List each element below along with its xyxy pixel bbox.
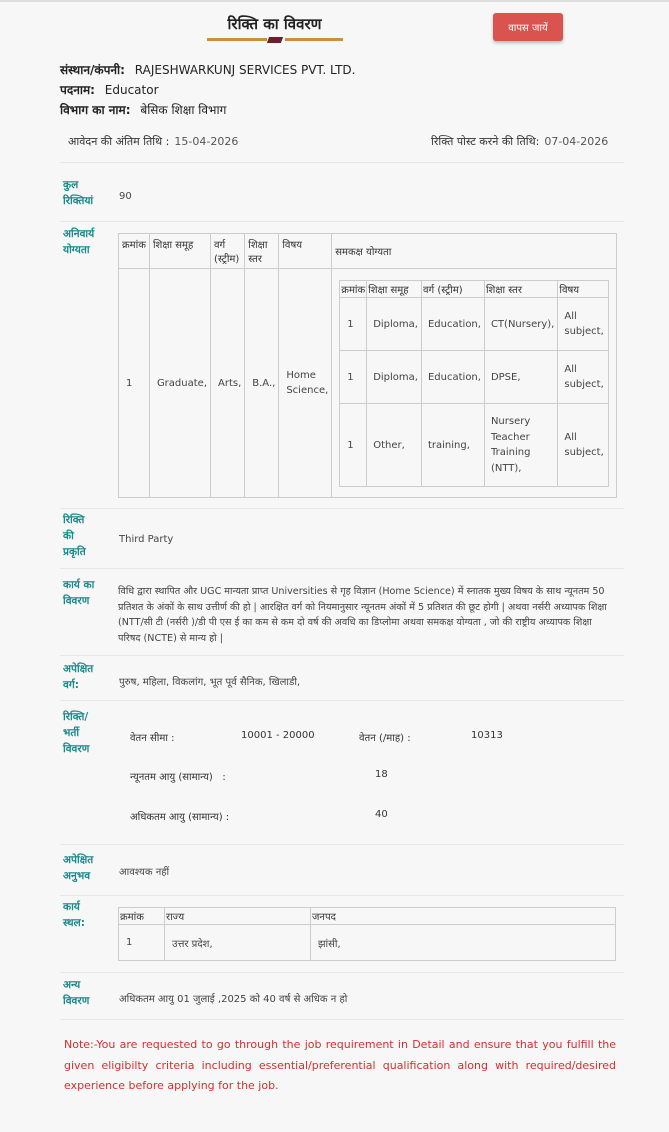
equiv-header-sno: क्रमांक: [340, 281, 367, 298]
other-label: अन्य विवरण: [63, 979, 90, 1007]
last-date: [68, 134, 238, 149]
divider: [60, 1019, 624, 1020]
loc-header-district: जनपद: [311, 908, 616, 925]
back-button[interactable]: वापस जायें: [493, 13, 563, 41]
qual-level: B.A.,: [245, 269, 279, 498]
total-label: कुल रिक्तियां: [63, 179, 94, 207]
post-label: पदनाम:: [60, 83, 95, 97]
loc-state: उत्तर प्रदेश,: [165, 925, 311, 961]
experience-value: आवश्यक नहीं: [119, 867, 170, 878]
last-date-label: आवेदन की अंतिम तिथि :: [68, 135, 170, 148]
equiv-sno: 1: [340, 298, 367, 351]
loc-header-state: राज्य: [165, 908, 311, 925]
recruitment-label: रिक्ति/भर्ती विवरण: [63, 711, 90, 755]
top-divider: [0, 0, 669, 2]
qual-stream: Arts,: [211, 269, 245, 498]
qual-header-level: शिक्षा स्तर: [245, 234, 279, 269]
table-row: [340, 404, 609, 487]
equiv-level: DPSE,: [484, 351, 557, 404]
equiv-group: Diploma,: [367, 298, 422, 351]
qual-header-group: शिक्षा समूह: [149, 234, 210, 269]
equiv-level: Nursery Teacher Training (NTT),: [484, 404, 557, 487]
salary-range-label: वेतन सीमा :: [130, 733, 175, 744]
equiv-sno: 1: [340, 351, 367, 404]
salary-range-value: 10001 - 20000: [241, 730, 315, 741]
post-date: [431, 134, 608, 149]
qual-group: Graduate,: [149, 269, 210, 498]
equiv-header-stream: वर्ग (स्ट्रीम): [421, 281, 484, 298]
divider: [60, 895, 624, 896]
total-value: 90: [119, 191, 132, 202]
page-title: रिक्ति का विवरण: [227, 15, 322, 33]
equiv-subject: All subject,: [558, 298, 609, 351]
table-row: [340, 298, 609, 351]
loc-district: झांसी,: [311, 925, 616, 961]
qualification-label: अनिवार्य योग्यता: [63, 228, 95, 256]
category-label: अपेक्षित वर्ग:: [63, 663, 94, 691]
experience-label: अपेक्षित अनुभव: [63, 854, 94, 882]
divider: [60, 508, 624, 509]
qual-header-subject: विषय: [279, 234, 332, 269]
divider: [60, 221, 624, 222]
qual-subject: Home Science,: [279, 269, 332, 498]
equiv-header-level: शिक्षा स्तर: [484, 281, 557, 298]
category-value: पुरुष, महिला, विकलांग, भूत पूर्व सैनिक, खिलाडी,: [119, 677, 301, 688]
post-name: Educator: [104, 83, 159, 97]
post-date-value: 07-04-2026: [544, 135, 609, 148]
equiv-stream: Education,: [421, 351, 484, 404]
equiv-sno: 1: [340, 404, 367, 487]
nature-value: Third Party: [119, 534, 174, 545]
equiv-stream: Education,: [421, 298, 484, 351]
equiv-group: Other,: [367, 404, 422, 487]
equiv-header-subject: विषय: [558, 281, 609, 298]
equiv-group: Diploma,: [367, 351, 422, 404]
qual-header-sno: क्रमांक: [119, 234, 150, 269]
dept-name: बेसिक शिक्षा विभाग: [140, 103, 227, 117]
divider: [60, 655, 624, 656]
equiv-header-group: शिक्षा समूह: [367, 281, 422, 298]
qual-equiv-cell: [332, 269, 617, 498]
qual-header-stream: वर्ग (स्ट्रीम): [211, 234, 245, 269]
loc-header-sno: क्रमांक: [119, 908, 165, 925]
min-age-value: 18: [375, 769, 388, 780]
qual-header-equiv: समकक्ष योग्यता: [332, 234, 617, 269]
divider: [60, 844, 624, 845]
table-row: [119, 269, 617, 498]
other-value: अधिकतम आयु 01 जुलाई ,2025 को 40 वर्ष से अधिक न हो: [119, 994, 348, 1005]
equiv-subject: All subject,: [558, 351, 609, 404]
max-age-value: 40: [375, 809, 388, 820]
salary-label: वेतन (/माह) :: [359, 733, 411, 744]
nature-label: रिक्ति की प्रकृति: [63, 514, 86, 558]
job-desc-label: कार्य का विवरण: [63, 579, 95, 607]
title-decoration: [207, 37, 343, 43]
last-date-value: 15-04-2026: [174, 135, 239, 148]
table-row: [340, 351, 609, 404]
table-row: [119, 925, 616, 961]
min-age-label: न्यूनतम आयु (सामान्य) :: [130, 772, 226, 783]
equiv-stream: training,: [421, 404, 484, 487]
divider: [60, 972, 624, 973]
loc-sno: 1: [119, 925, 165, 961]
company-name: RAJESHWARKUNJ SERVICES PVT. LTD.: [134, 63, 356, 77]
divider: [60, 700, 624, 701]
qualification-table: [118, 233, 617, 498]
equiv-level: CT(Nursery),: [484, 298, 557, 351]
equiv-subject: All subject,: [558, 404, 609, 487]
qual-sno: 1: [119, 269, 150, 498]
divider: [60, 162, 624, 163]
company-label: संस्थान/कंपनी:: [60, 63, 125, 77]
dept-line: [60, 101, 226, 118]
location-table: [118, 907, 616, 961]
dept-label: विभाग का नाम:: [60, 103, 131, 117]
max-age-label: अधिकतम आयु (सामान्य) :: [130, 812, 230, 823]
company-line: [60, 61, 355, 78]
equiv-table: [339, 280, 609, 487]
job-desc-value: विधि द्वारा स्थापित और UGC मान्यता प्राप्त Universities से गृह विज्ञान (Home Science) में स्नातक मुख्य विषय के साथ न्यूनतम 50 प्रतिशत के अंकों के साथ उत्तीर्ण की हो | आरक्षित वर्ग को नियमानुसार न्यूनतम अंकों में 5 प्रतिशत की छूट होगी | अथवा नर्सरी अध्यापक शिक्षा (NTT/सी टी (नर्सरी )/डी पी एस ई का कम से कम दो वर्ष की अवधि का डिप्लोमा अथवा समकक्ष योग्यता , जो की राष्ट्रीय अध्यापक शिक्षा परिषद (NCTE) से मान्य हो |: [118, 586, 607, 644]
salary-value: 10313: [471, 730, 503, 741]
post-date-label: रिक्ति पोस्ट करने की तिथि:: [431, 135, 540, 148]
post-line: [60, 81, 159, 98]
location-label: कार्य स्थल:: [63, 901, 85, 929]
note-text: Note:-You are requested to go through the job requirement in Detail and ensure that you fulfill the given eligibilty criteria including essential/preferential qualification along with required/desired experience before applying for the job.: [64, 1038, 616, 1092]
divider: [60, 568, 624, 569]
